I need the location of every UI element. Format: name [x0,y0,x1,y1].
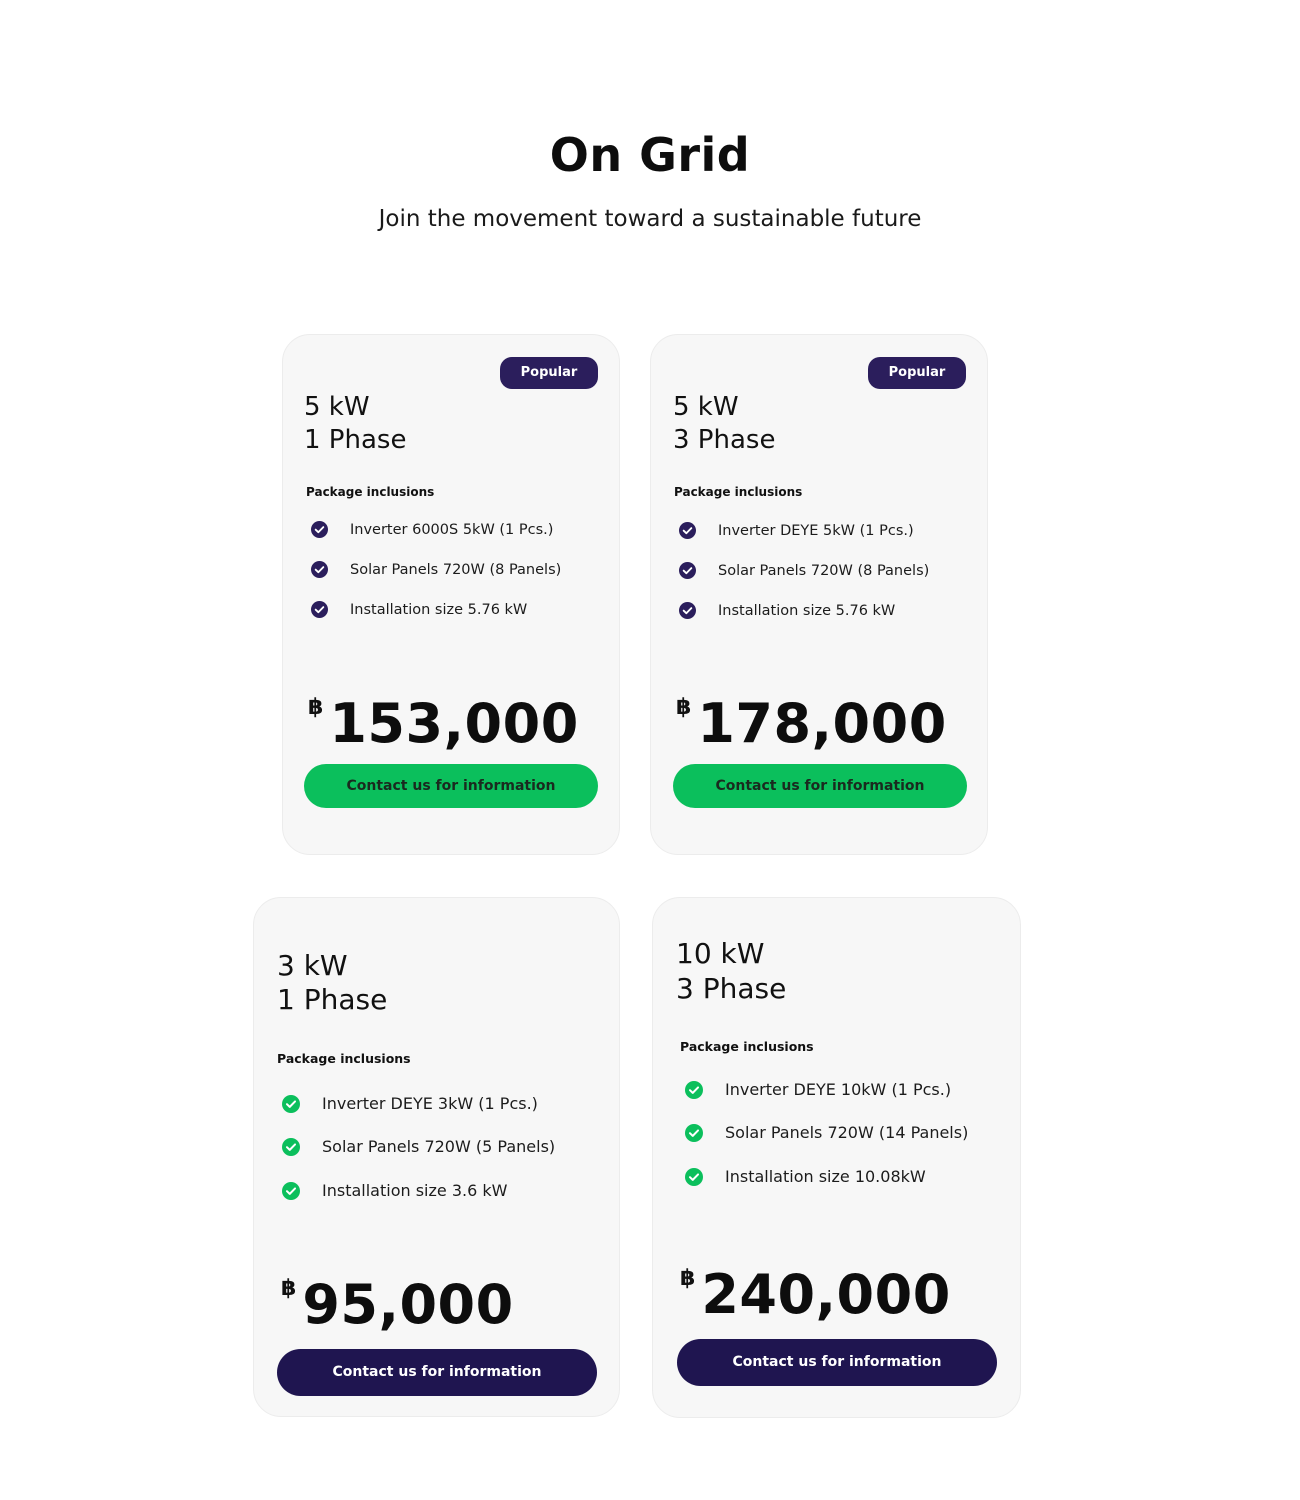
check-circle-icon [679,602,696,619]
check-circle-icon [679,562,696,579]
check-circle-icon [685,1081,703,1099]
check-circle-icon [311,601,328,618]
package-inclusions-label: Package inclusions [277,1051,411,1066]
package-card-5kw-3phase [650,334,988,855]
check-circle-icon [282,1182,300,1200]
currency-symbol: ฿ [308,695,324,720]
page-subtitle: Join the movement toward a sustainable future [378,206,922,232]
package-price [676,692,947,755]
package-title [673,391,775,457]
package-inclusions-label: Package inclusions [306,485,435,499]
contact-button[interactable]: Contact us for information [677,1339,997,1386]
package-capacity: 5 kW [304,392,370,422]
check-circle-icon [679,522,696,539]
list-item-text: Solar Panels 720W (8 Panels) [350,561,562,578]
check-circle-icon [685,1124,703,1142]
list-item [311,561,561,578]
package-card-10kw-3phase [652,897,1021,1418]
list-item [679,602,895,619]
package-capacity: 5 kW [673,392,739,422]
check-circle-icon [311,521,328,538]
check-circle-icon [311,561,328,578]
popular-badge: Popular [500,357,598,389]
list-item-text: Installation size 3.6 kW [322,1181,508,1200]
package-phase: 3 Phase [673,425,776,455]
list-item [282,1137,555,1156]
price-amount: 153,000 [329,692,579,755]
list-item [685,1123,968,1142]
check-circle-icon [282,1095,300,1113]
list-item [311,521,553,538]
package-phase: 1 Phase [304,425,407,455]
price-amount: 95,000 [302,1273,514,1336]
list-item [282,1181,507,1200]
check-circle-icon [685,1168,703,1186]
currency-symbol: ฿ [680,1266,696,1291]
list-item [685,1080,951,1099]
package-card-5kw-1phase [282,334,620,855]
package-inclusions-label: Package inclusions [680,1039,814,1054]
package-price [308,692,579,755]
list-item [311,601,527,618]
list-item-text: Solar Panels 720W (8 Panels) [718,562,930,579]
list-item [679,522,914,539]
package-card-3kw-1phase [253,897,620,1417]
package-inclusions-label: Package inclusions [674,485,803,499]
currency-symbol: ฿ [676,695,692,720]
package-capacity: 10 kW [676,937,765,970]
list-item-text: Inverter DEYE 5kW (1 Pcs.) [718,522,914,539]
price-amount: 240,000 [701,1263,951,1326]
package-title [277,949,387,1017]
package-title [676,936,786,1006]
list-item-text: Inverter 6000S 5kW (1 Pcs.) [350,521,554,538]
list-item-text: Installation size 10.08kW [725,1167,926,1186]
list-item [685,1167,926,1186]
price-amount: 178,000 [697,692,947,755]
package-capacity: 3 kW [277,949,348,982]
check-circle-icon [282,1138,300,1156]
contact-button[interactable]: Contact us for information [277,1349,597,1396]
list-item-text: Solar Panels 720W (14 Panels) [725,1123,969,1142]
list-item-text: Inverter DEYE 10kW (1 Pcs.) [725,1080,952,1099]
package-price [281,1273,514,1336]
contact-button[interactable]: Contact us for information [673,764,967,808]
list-item-text: Installation size 5.76 kW [350,601,528,618]
list-item-text: Inverter DEYE 3kW (1 Pcs.) [322,1094,538,1113]
list-item-text: Installation size 5.76 kW [718,602,896,619]
package-title [304,391,406,457]
list-item-text: Solar Panels 720W (5 Panels) [322,1137,556,1156]
package-phase: 3 Phase [676,972,787,1005]
contact-button[interactable]: Contact us for information [304,764,598,808]
list-item [282,1094,538,1113]
currency-symbol: ฿ [281,1276,297,1301]
package-price [680,1263,951,1326]
popular-badge: Popular [868,357,966,389]
page-title: On Grid [549,128,751,182]
package-phase: 1 Phase [277,983,388,1016]
list-item [679,562,929,579]
